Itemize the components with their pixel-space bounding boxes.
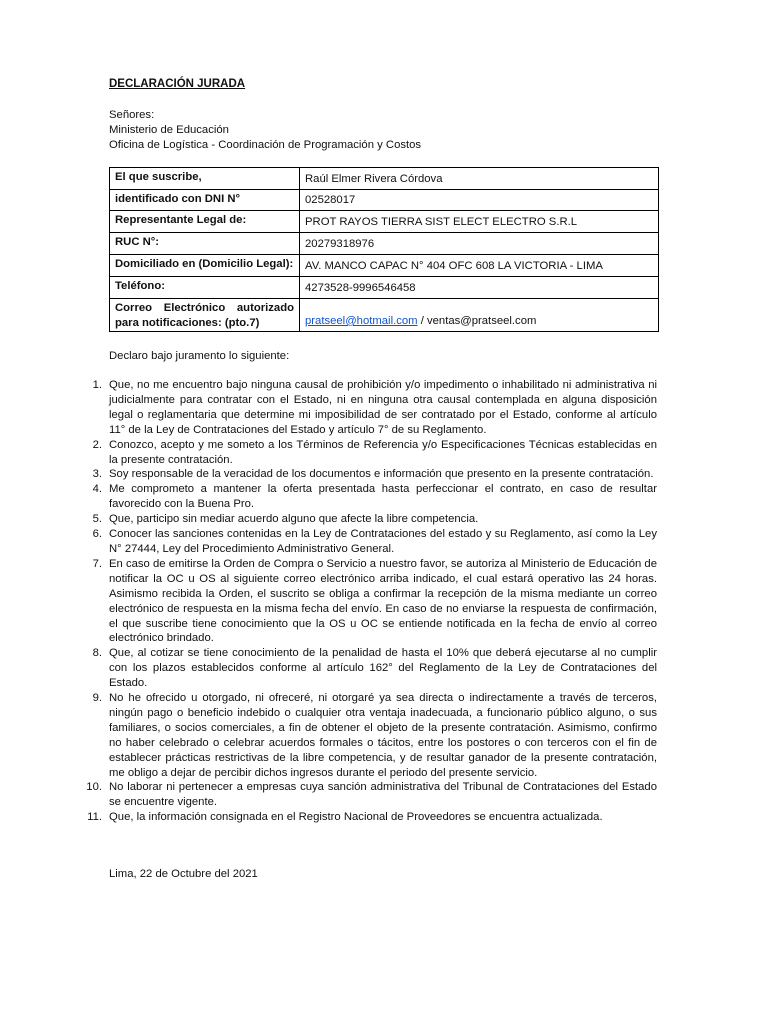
item-number: 1.	[92, 379, 102, 391]
item-text: Que, no me encuentro bajo ninguna causal de prohibición y/o impedimento o inhabilitado ni administrativa ni judicialmente para contratar con el Estado, ni en ninguna otra causal contemplada en alguna disposición legal o reglamentaria que determine mi imposibilidad de ser contratado por el Estado, conforme al artículo 11° de la Ley de Contrataciones del Estado y artículo 7° de su Reglamento.	[109, 379, 657, 436]
list-item	[80, 438, 657, 468]
email-secondary: / ventas@pratseel.com	[417, 314, 537, 327]
item-number: 2.	[92, 438, 102, 451]
item-text: Conozco, acepto y me someto a los Términos de Referencia y/o Especificaciones Técnicas establecidas en la presente contratación.	[109, 438, 657, 466]
address-value: AV. MANCO CAPAC N° 404 OFC 608 LA VICTORIA - LIMA	[300, 255, 659, 277]
list-item	[80, 378, 657, 438]
table-row	[110, 190, 659, 211]
list-item	[80, 467, 657, 482]
addressee-ministry: Ministerio de Educación	[109, 123, 229, 136]
item-number: 4.	[92, 483, 102, 496]
phone-label: Teléfono:	[110, 277, 300, 299]
table-row	[110, 277, 659, 299]
addressee-salutation: Señores:	[109, 109, 155, 121]
item-number: 6.	[92, 528, 102, 541]
list-item	[80, 780, 657, 810]
list-item	[80, 810, 657, 825]
list-item	[80, 691, 657, 780]
item-number: 5.	[92, 513, 102, 526]
signatory-label: El que suscribe,	[110, 168, 300, 190]
item-text: No he ofrecido u otorgado, ni ofreceré, ni otorgaré ya sea directa o indirectamente a través de terceros, ningún pago o beneficio indebido o cualquier otra ventaja inadecuada, a funcionario público alguno, o sus familiares, o socios comerciales, a fin de obtener el objeto de la presente contratación. Asimismo, confirmo no haber celebrado o celebrar acuerdos formales o tácitos, entre los postores o con terceros con el fin de establecer prácticas restrictivas de la libre competencia, y de resultar ganador de la presente contratación, me obligo a dejar de percibir dichos ingresos durante el periodo del presente servicio.	[109, 692, 657, 779]
list-item	[80, 527, 657, 557]
place-and-date: Lima, 22 de Octubre del 2021	[109, 868, 258, 880]
ruc-value: 20279318976	[300, 233, 659, 255]
item-text: No laborar ni pertenecer a empresas cuya sanción administrativa del Tribunal de Contrataciones del Estado se encuentre vigente.	[109, 781, 657, 809]
item-text: Que, participo sin mediar acuerdo alguno que afecte la libre competencia.	[109, 513, 479, 526]
email-value	[300, 299, 659, 332]
ruc-label: RUC N°:	[110, 233, 300, 255]
table-row	[110, 211, 659, 233]
table-row	[110, 299, 659, 332]
table-row	[110, 255, 659, 277]
item-number: 9.	[92, 692, 102, 705]
declaration-intro: Declaro bajo juramento lo siguiente:	[109, 350, 290, 362]
legal-representative-value: PROT RAYOS TIERRA SIST ELECT ELECTRO S.R.L	[300, 211, 659, 233]
signatory-value: Raúl Elmer Rivera Córdova	[300, 168, 659, 190]
item-number: 10.	[86, 781, 102, 794]
item-text: Soy responsable de la veracidad de los documentos e información que presento en la presente contratación.	[109, 468, 654, 481]
declaration-list	[80, 378, 657, 825]
dni-value: 02528017	[300, 190, 659, 211]
item-text: Que, la información consignada en el Registro Nacional de Proveedores se encuentra actualizada.	[109, 811, 603, 824]
legal-representative-label: Representante Legal de:	[110, 211, 300, 233]
list-item	[80, 557, 657, 646]
item-number: 11.	[87, 811, 102, 824]
addressee-office: Oficina de Logística - Coordinación de Programación y Costos	[109, 138, 422, 151]
list-item	[80, 482, 657, 512]
item-text: Que, al cotizar se tiene conocimiento de la penalidad de hasta el 10% que deberá ejecutarse al no cumplir con los plazos establecidos conforme al artículo 162° del Reglamento de la Ley de Contrataciones del Estado.	[109, 647, 657, 690]
item-number: 7.	[92, 557, 102, 570]
list-item	[80, 512, 657, 527]
addressee-block	[109, 108, 421, 153]
list-item	[80, 646, 657, 691]
table-row	[110, 233, 659, 255]
table-row	[110, 168, 659, 190]
declarant-info-table	[109, 167, 659, 332]
email-link[interactable]: pratseel@hotmail.com	[305, 314, 418, 327]
item-number: 3.	[92, 468, 102, 481]
item-text: Conocer las sanciones contenidas en la Ley de Contrataciones del estado y su Reglamento, así como la Ley N° 27444, Ley del Procedimiento Administrativo General.	[109, 528, 657, 555]
address-label: Domiciliado en (Domicilio Legal):	[110, 255, 300, 277]
dni-label: identificado con DNI N°	[110, 190, 300, 211]
document-title: DECLARACIÓN JURADA	[109, 78, 246, 90]
item-text: Me comprometo a mantener la oferta presentada hasta perfeccionar el contrato, en caso de resultar favorecido con la Buena Pro.	[109, 483, 657, 511]
phone-value: 4273528-9996546458	[300, 277, 659, 299]
item-number: 8.	[92, 647, 102, 660]
email-label: Correo Electrónico autorizado para notificaciones: (pto.7)	[110, 299, 300, 332]
item-text: En caso de emitirse la Orden de Compra o Servicio a nuestro favor, se autoriza al Ministerio de Educación de notificar la OC u OS al siguiente correo electrónico arriba indicado, el cual estará operativo las 24 horas. Asimismo recibida la Orden, el suscrito se obliga a confirmar la recepción de la misma mediante un correo electrónico de respuesta en la misma fecha del envío. En caso de no enviarse la respuesta de confirmación, el que suscribe tiene conocimiento que la OS u OC se entiende notificada en la fecha de envío al correo electrónico brindado.	[109, 557, 657, 645]
